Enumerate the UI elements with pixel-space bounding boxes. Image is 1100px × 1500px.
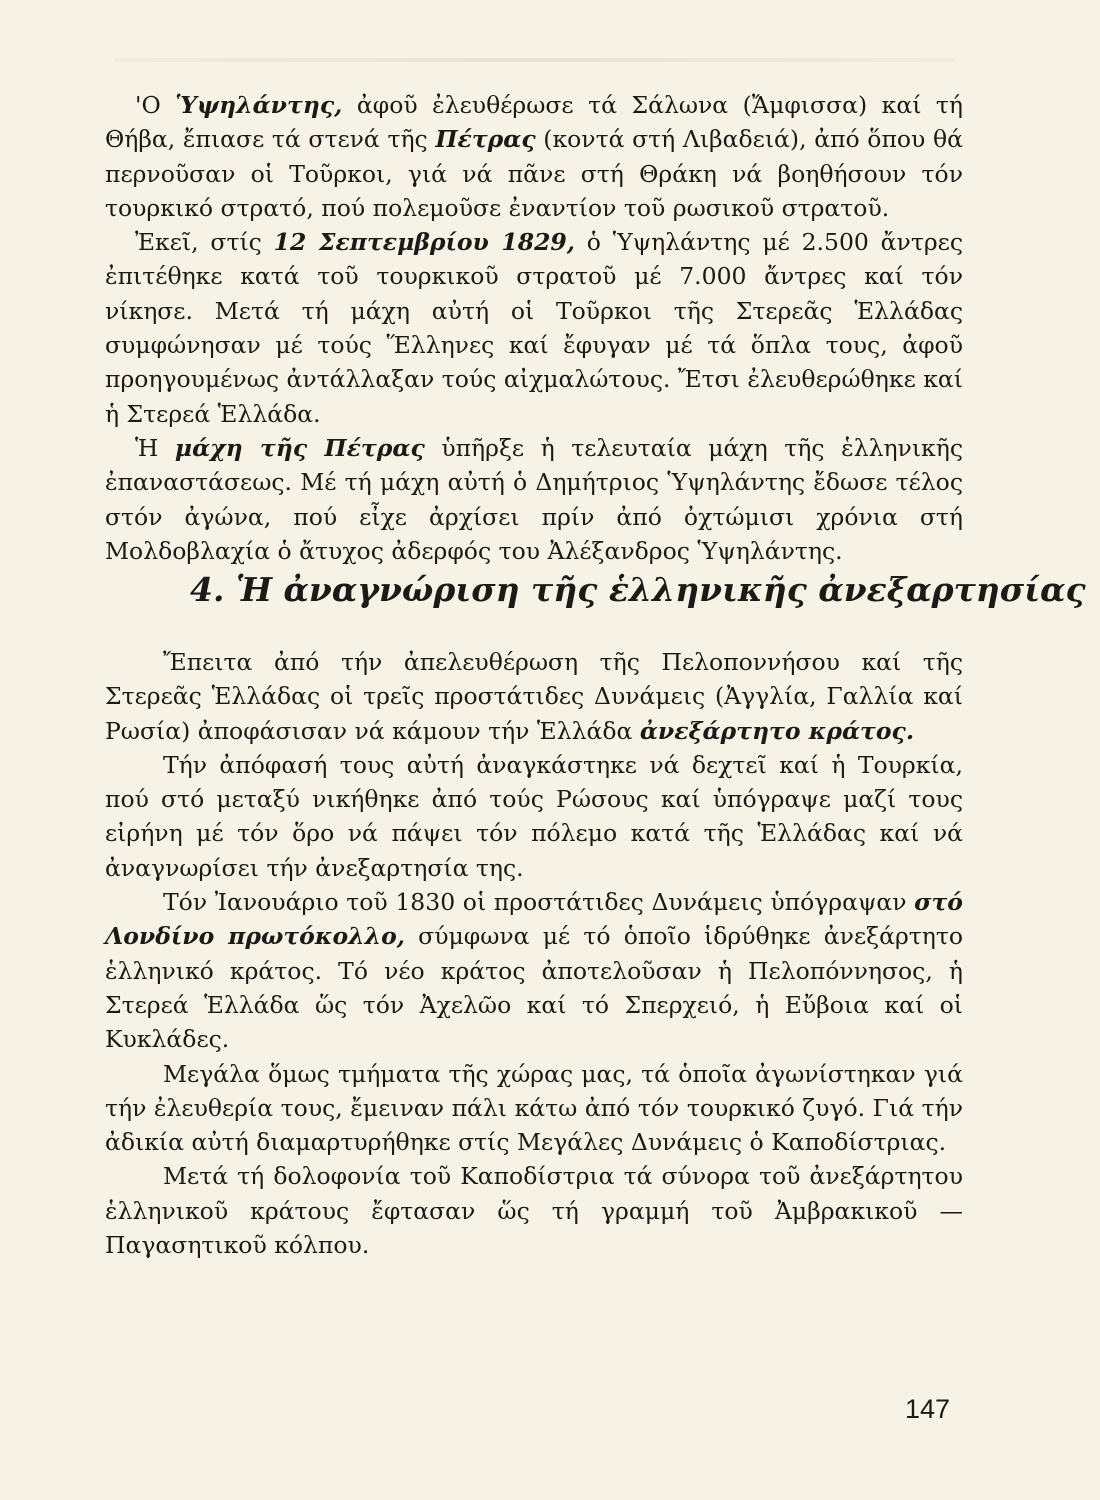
paragraph-text: Ἔπειτα ἀπό τήν ἀπελευθέρωση τῆς Πελοποννήσου καί τῆς Στερεᾶς Ἑλλάδας οἱ τρεῖς προστάτιδες Δυνάμεις (Ἀγγλία, Γαλλία καί Ρωσία) ἀποφάσισαν νά κάμουν τήν Ἑλλάδα	[105, 648, 963, 745]
top-edge-shadow	[115, 58, 955, 62]
paragraph-territories-left	[105, 1057, 963, 1160]
paragraph-text: Τόν Ἰανουάριο τοῦ 1830 οἱ προστάτιδες Δυνάμεις ὑπόγραψαν	[163, 888, 915, 917]
paragraph-text: ὑπῆρξε ἡ τελευταία μάχη τῆς ἑλληνικῆς ἐπαναστάσεως. Μέ τή μάχη αὐτή ὁ Δημήτριος Ὑψηλάντης ἔδωσε τέλος στόν ἀγώνα, πού εἶχε ἀρχίσει πρίν ἀπό ὀχτώμισι χρόνια στή Μολδοβλαχία ὁ ἄτυχος ἀδερφός του Ἀλέξανδρος Ὑψηλάντης.	[105, 433, 963, 565]
section-heading: 4. Ἡ ἀναγνώριση τῆς ἑλληνικῆς ἀνεξαρτησίας	[190, 570, 1086, 609]
page-number: 147	[905, 1394, 951, 1424]
emphasized-text: μάχη τῆς Πέτρας	[174, 433, 425, 462]
emphasized-text: 12 Σεπτεμβρίου 1829,	[273, 228, 575, 257]
paragraph-text: Τήν ἀπόφασή τους αὐτή ἀναγκάστηκε νά δεχτεῖ καί ἡ Τουρκία, πού στό μεταξύ νικήθηκε ἀπό τούς Ρώσους καί ὑπόγραψε μαζί τους εἰρήνη μέ τόν ὅρο νά πάψει τόν πόλεμο κατά τῆς Ἑλλάδας καί νά ἀναγνωρίσει τήν ἀνεξαρτησία της.	[105, 750, 963, 882]
paragraph-text: ὁ Ὑψηλάντης μέ 2.500 ἄντρες ἐπιτέθηκε κατά τοῦ τουρκικοῦ στρατοῦ μέ 7.000 ἄντρες καί τόν νίκησε. Μετά τή μάχη αὐτή οἱ Τοῦρκοι τῆς Στερεᾶς Ἑλλάδας συμφώνησαν μέ τούς Ἕλληνες καί ἔφυγαν μέ τά ὅπλα τους, ἀφοῦ προηγουμένως ἀντάλλαξαν τούς αἰχμαλώτους. Ἔτσι ἐλευθερώθηκε καί ἡ Στερεά Ἑλλάδα.	[105, 228, 963, 428]
paragraph-text: (κοντά στή Λιβαδειά), ἀπό ὅπου θά περνοῦσαν οἱ Τοῦρκοι, γιά νά πᾶνε στή Θράκη νά βοηθήσουν τόν τουρκικό στρατό, πού πολεμοῦσε ἐναντίον τοῦ ρωσικοῦ στρατοῦ.	[105, 125, 963, 222]
paragraph-text: σύμφωνα μέ τό ὁποῖο ἱδρύθηκε ἀνεξάρτητο ἑλληνικό κράτος. Τό νέο κράτος ἀποτελοῦσαν ἡ Πελοπόννησος, ἡ Στερεά Ἑλλάδα ὥς τόν Ἀχελῶο καί τό Σπερχειό, ἡ Εὔβοια καί οἱ Κυκλάδες.	[105, 922, 963, 1054]
emphasized-text: ἀνεξάρτητο κράτος.	[639, 716, 915, 745]
paragraph-ypsilantis-thebes	[105, 88, 963, 225]
paragraph-london-protocol	[105, 885, 963, 1056]
paragraph-text: Μεγάλα ὅμως τμήματα τῆς χώρας μας, τά ὁποῖα ἀγωνίστηκαν γιά τήν ἐλευθερία τους, ἔμειναν πάλι κάτω ἀπό τόν τουρκικό ζυγό. Γιά τήν ἀδικία αὐτή διαμαρτυρήθηκε στίς Μεγάλες Δυνάμεις ὁ Καποδίστριας.	[105, 1059, 963, 1157]
emphasized-text: Ὑψηλάντης,	[175, 91, 343, 119]
paragraph-text: 'Ο	[135, 91, 176, 119]
paragraph-text: Μετά τή δολοφονία τοῦ Καποδίστρια τά σύνορα τοῦ ἀνεξάρτητου ἑλληνικοῦ κράτους ἔφτασαν ὥς τή γραμμή τοῦ Ἀμβρακικοῦ — Παγασητικοῦ κόλπου.	[105, 1162, 963, 1260]
paragraph-text: Ἐκεῖ, στίς	[135, 228, 274, 257]
paragraph-text: ἀφοῦ ἐλευθέρωσε τά Σάλωνα (Ἄμφισσα) καί τή Θήβα, ἔπιασε τά στενά τῆς	[105, 91, 963, 154]
paragraph-text: Ἡ	[135, 433, 175, 462]
emphasized-text: Πέτρας	[435, 125, 536, 154]
paragraph-turkey-accepts	[105, 748, 963, 885]
emphasized-text: στό Λονδίνο πρωτόκολλο,	[105, 888, 963, 951]
paragraph-battle-1829	[105, 225, 963, 431]
text-block-top	[105, 88, 963, 568]
paragraph-protecting-powers	[105, 645, 963, 748]
text-block-bottom	[105, 645, 963, 1262]
paragraph-battle-of-petra	[105, 431, 963, 568]
paragraph-borders-extended	[105, 1159, 963, 1262]
